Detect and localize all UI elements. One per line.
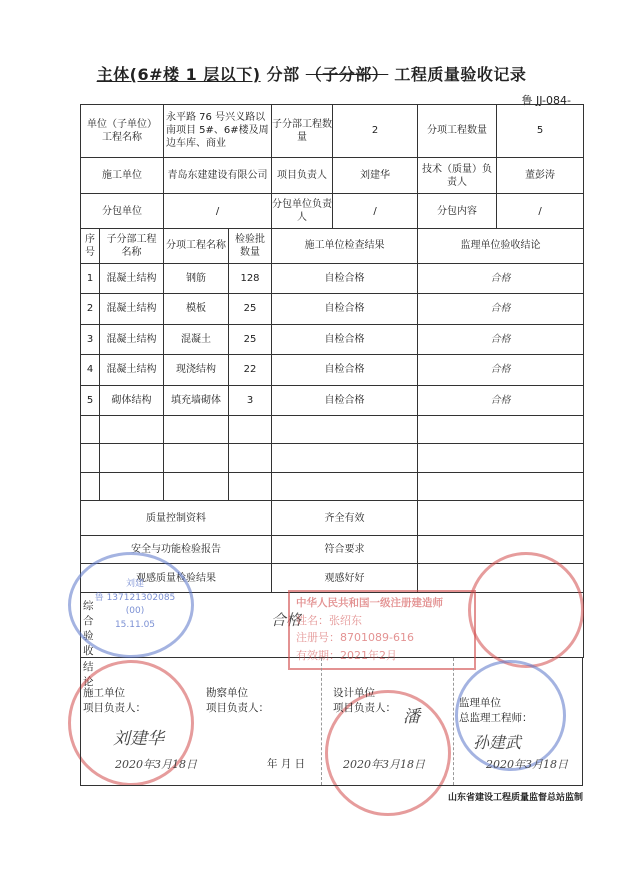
- row-sub: 混凝土结构: [100, 263, 164, 293]
- supervision-role: 总监理工程师：: [459, 712, 533, 725]
- item-count-value: 5: [536, 125, 544, 137]
- construction-block: [83, 686, 146, 716]
- survey-block: [206, 686, 269, 716]
- row-sub: 混凝土结构: [100, 324, 164, 354]
- design-unit: 设计单位: [333, 687, 375, 699]
- row-no: 1: [81, 263, 100, 293]
- page-title: [0, 62, 623, 85]
- row-sign: 合格: [418, 385, 584, 415]
- construction-role: 项目负责人：: [83, 702, 146, 715]
- row-item: 模板: [164, 294, 229, 324]
- design-date: 2020年3月18日: [343, 758, 425, 771]
- sub-head-cell: [272, 194, 418, 229]
- design-sign: 潘: [403, 707, 420, 727]
- survey-unit: 勘察单位: [206, 687, 248, 699]
- col-batch: 检验批数量: [229, 229, 272, 264]
- row-sub: 混凝土结构: [100, 355, 164, 385]
- safety-label: 安全与功能检验报告: [81, 535, 272, 563]
- col-sub: 子分部工程名称: [100, 229, 164, 264]
- row-sign: 合格: [418, 294, 584, 324]
- construction-date: 2020年3月18日: [115, 758, 197, 771]
- col-supervise: 监理单位验收结论: [418, 229, 584, 264]
- cert-name: 姓名：张绍东: [296, 613, 362, 627]
- sub-head-label: 分包单位负责人: [272, 194, 333, 228]
- row-no: 5: [81, 385, 100, 415]
- contractor-label: 施工单位: [81, 157, 164, 194]
- signature-area: [80, 658, 583, 786]
- row-check: 自检合格: [272, 355, 418, 385]
- row-sign: 合格: [418, 263, 584, 293]
- item-count-label: 分项工程数量: [418, 105, 497, 157]
- cert-title: 中华人民共和国一级注册建造师: [296, 597, 443, 609]
- row-check: 自检合格: [272, 294, 418, 324]
- appearance-label: 观感质量检验结果: [81, 564, 272, 592]
- col-no: 序号: [81, 229, 100, 264]
- supervision-date: 2020年3月18日: [486, 758, 568, 771]
- design-role: 项目负责人：: [333, 702, 396, 715]
- cert-no: 注册号：8701089-616: [296, 631, 414, 645]
- divider-2: [453, 658, 454, 785]
- row-sub: 砌体结构: [100, 385, 164, 415]
- tech-value: 董彭涛: [525, 170, 555, 182]
- conclusion-sign: 合格: [271, 610, 302, 629]
- subcontractor-value: /: [164, 194, 272, 229]
- table-row: [81, 263, 584, 293]
- sub-count-cell: [272, 105, 418, 158]
- tech-cell: [418, 157, 584, 194]
- row-item: 混凝土: [164, 324, 229, 354]
- safety-value: 符合要求: [272, 535, 418, 563]
- row-item: 填充墙砌体: [164, 385, 229, 415]
- row-batch: 22: [229, 355, 272, 385]
- subcontractor-label: 分包单位: [81, 194, 164, 229]
- sub-head-value: /: [373, 205, 377, 217]
- acceptance-table: [80, 104, 584, 688]
- row-sub: 混凝土结构: [100, 294, 164, 324]
- cert-valid: 有效期：2021年2月: [296, 648, 397, 662]
- row-no: 4: [81, 355, 100, 385]
- row-check: 自检合格: [272, 263, 418, 293]
- title-part: 分部: [266, 65, 300, 84]
- unit-value: 永平路 76 号兴义路以南项目 5#、6#楼及周边车库、商业: [164, 105, 272, 158]
- row-batch: 128: [229, 263, 272, 293]
- table-row: [81, 294, 584, 324]
- row-batch: 3: [229, 385, 272, 415]
- supervision-unit: 监理单位: [459, 697, 501, 709]
- title-suffix: 工程质量验收记录: [394, 65, 527, 84]
- table-row: [81, 324, 584, 354]
- qc-value: 齐全有效: [272, 501, 418, 536]
- conclusion-label: 综合验收结论: [83, 599, 94, 688]
- appearance-value: 观感好好: [272, 564, 418, 592]
- row-batch: 25: [229, 294, 272, 324]
- blue-seal-name: 刘建: [125, 579, 144, 589]
- pm-cell: [272, 157, 418, 194]
- blue-seal-date: 15.11.05: [114, 619, 156, 630]
- sub-count-value: 2: [371, 125, 379, 137]
- table-row: [81, 355, 584, 385]
- col-check: 施工单位检查结果: [272, 229, 418, 264]
- survey-date: 年 月 日: [267, 758, 306, 770]
- divider-1: [321, 658, 322, 785]
- sub-content-cell: [418, 194, 584, 229]
- col-item: 分项工程名称: [164, 229, 229, 264]
- supervision-sign: 孙建武: [473, 733, 522, 752]
- title-subject: 主体: [96, 65, 130, 84]
- pm-value: 刘建华: [360, 170, 390, 182]
- footer-text: 山东省建设工程质量监督总站监制: [447, 793, 583, 803]
- title-subpart-struck: （子分部）: [305, 65, 389, 84]
- blue-seal-text: [90, 578, 180, 632]
- row-sign: 合格: [418, 324, 584, 354]
- qc-label: 质量控制资料: [81, 501, 272, 536]
- sub-content-label: 分包内容: [418, 194, 497, 228]
- survey-role: 项目负责人：: [206, 702, 269, 715]
- design-block: [333, 686, 396, 716]
- tech-label: 技术（质量）负责人: [418, 158, 497, 194]
- row-no: 3: [81, 324, 100, 354]
- empty-row: [81, 416, 584, 444]
- blue-seal-id: 鲁 137121302085 (00): [94, 592, 176, 616]
- table-row: [81, 385, 584, 415]
- row-batch: 25: [229, 324, 272, 354]
- supervision-block: [459, 696, 533, 726]
- title-scope: (6#楼 1 层以下): [129, 65, 261, 84]
- empty-row: [81, 444, 584, 472]
- unit-label: 单位（子单位）工程名称: [81, 105, 164, 158]
- construction-sign: 刘建华: [113, 729, 164, 749]
- row-check: 自检合格: [272, 385, 418, 415]
- row-item: 钢筋: [164, 263, 229, 293]
- row-item: 现浇结构: [164, 355, 229, 385]
- row-no: 2: [81, 294, 100, 324]
- sub-content-value: /: [538, 205, 542, 217]
- row-sign: 合格: [418, 355, 584, 385]
- construction-unit: 施工单位: [83, 687, 125, 699]
- pm-label: 项目负责人: [272, 158, 333, 194]
- row-check: 自检合格: [272, 324, 418, 354]
- empty-row: [81, 472, 584, 500]
- contractor-value: 青岛东建建设有限公司: [164, 157, 272, 194]
- item-count-cell: [418, 105, 584, 158]
- sub-count-label: 子分部工程数量: [272, 105, 333, 157]
- doc-number: 鲁 JJ-084-: [521, 94, 571, 107]
